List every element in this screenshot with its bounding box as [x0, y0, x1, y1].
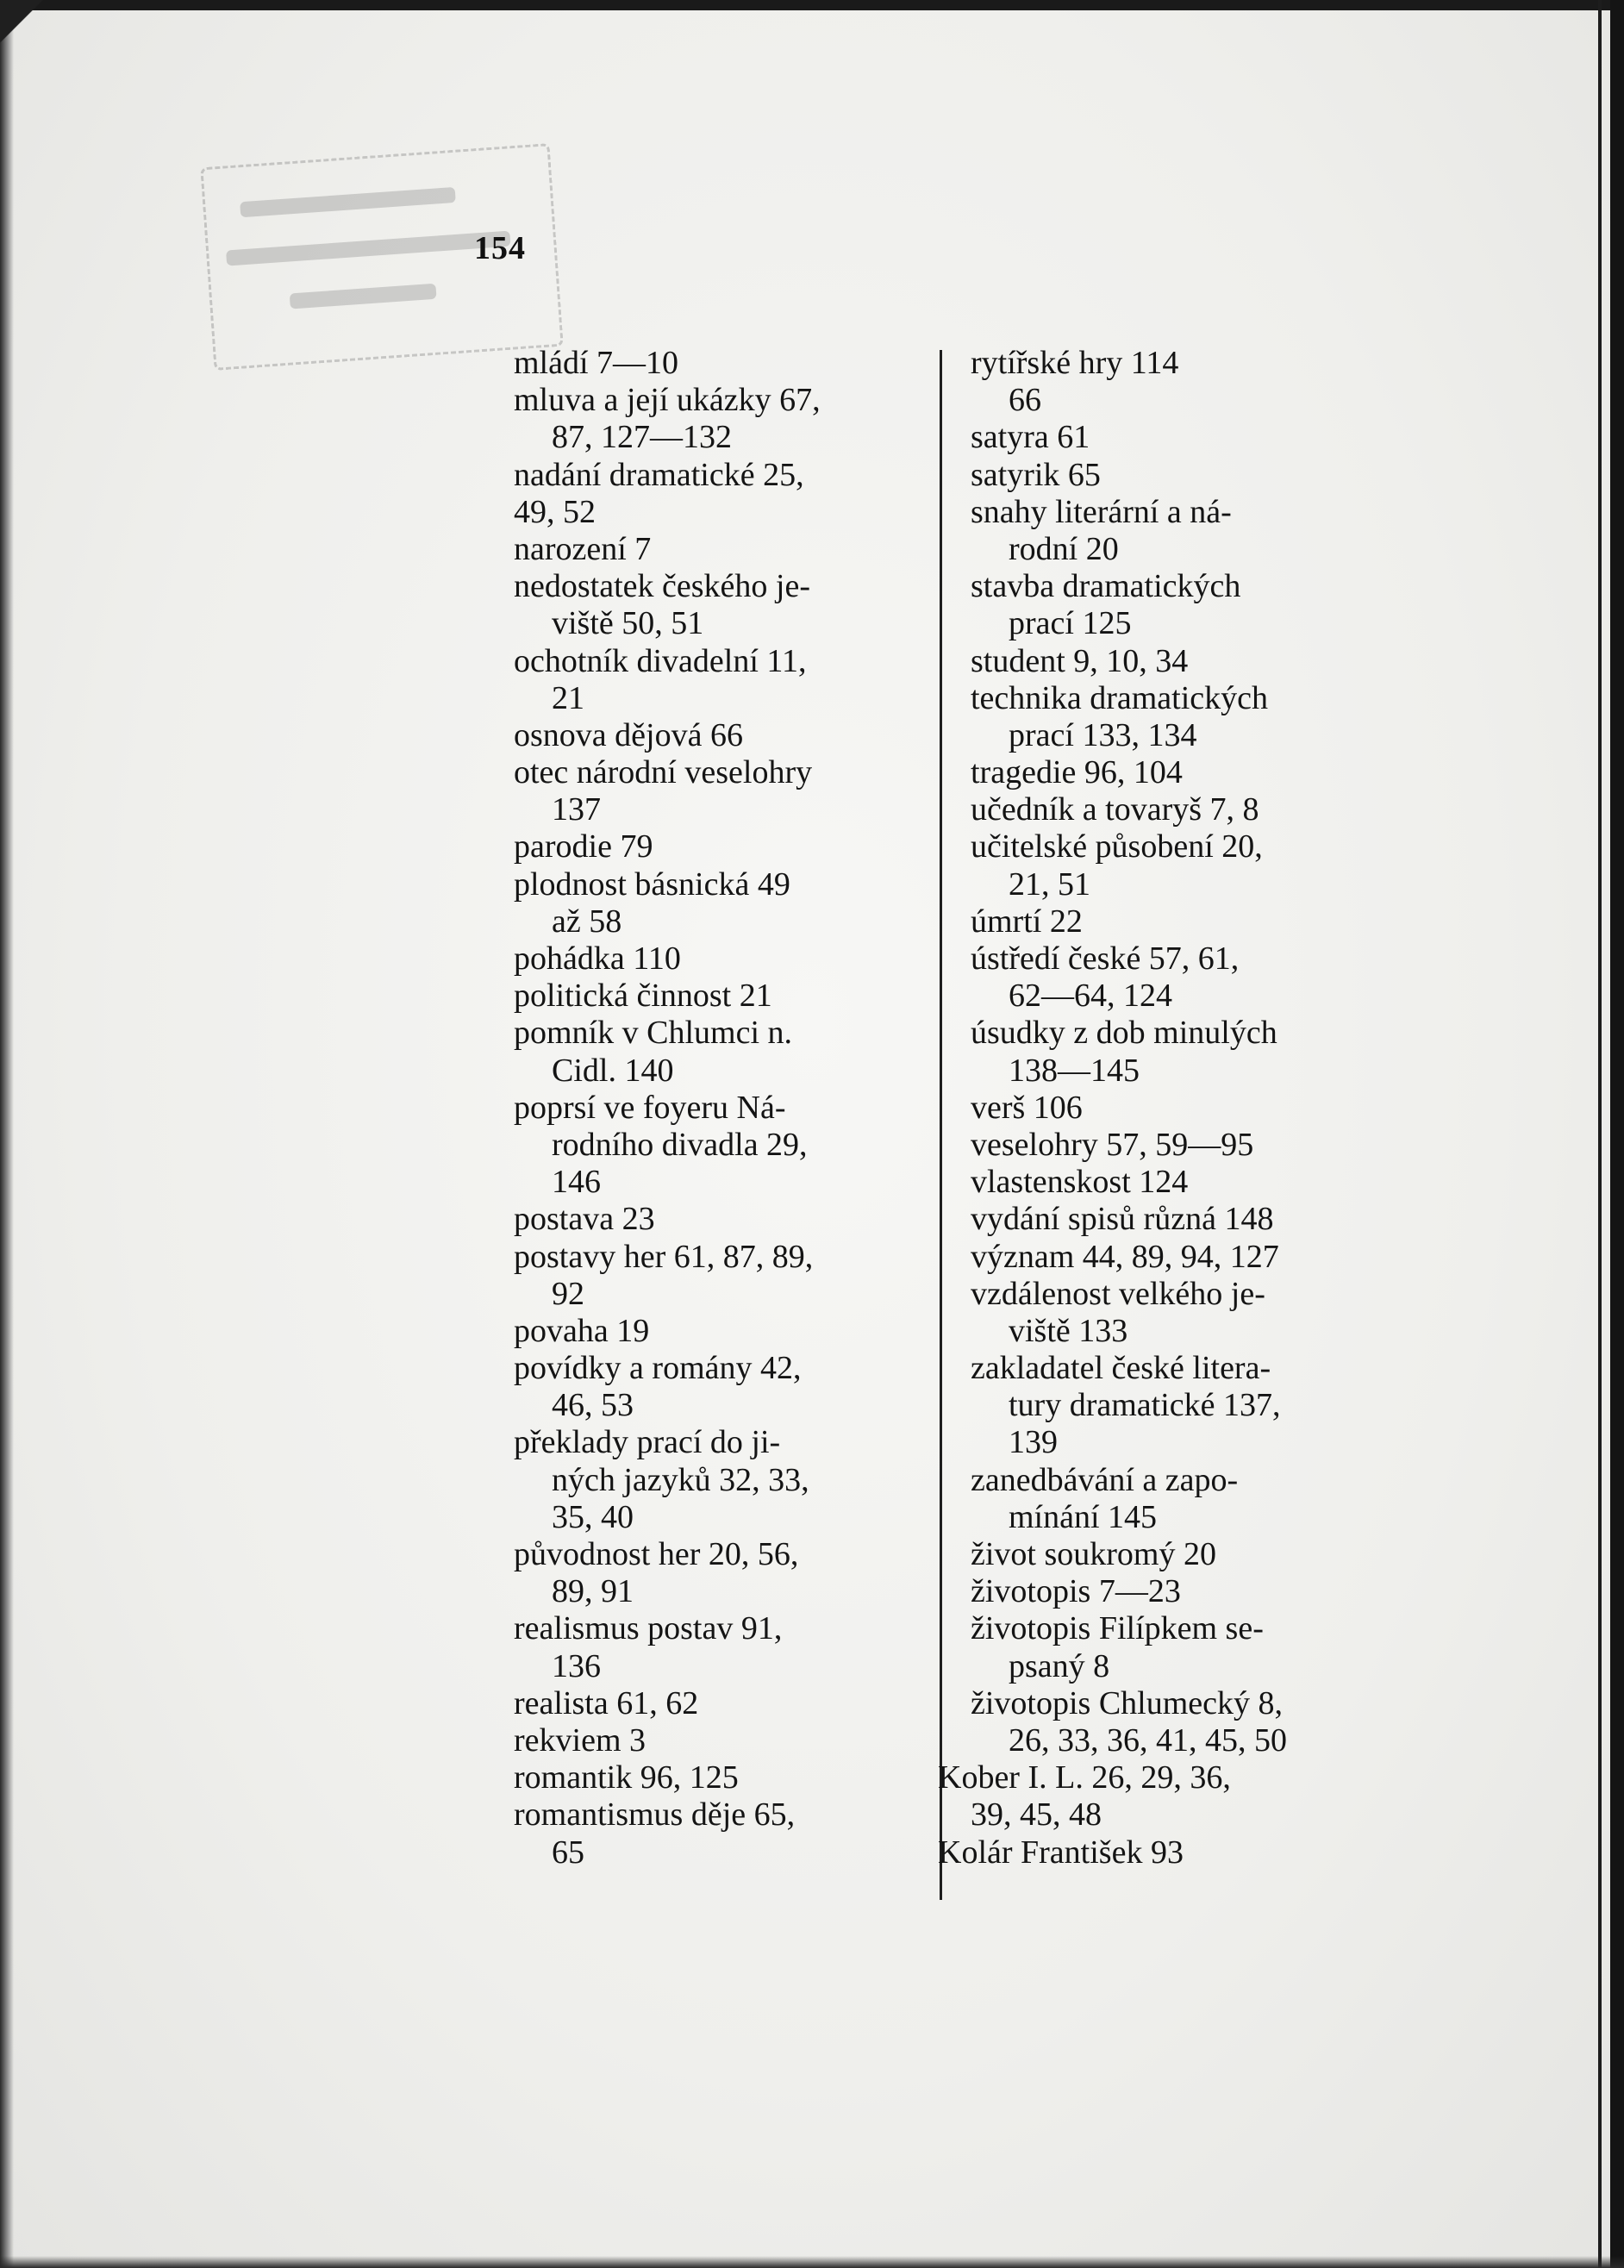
index-entry: životopis Filípkem se-	[971, 1610, 1264, 1647]
index-entry: technika dramatických	[971, 679, 1269, 716]
index-entry: úmrtí 22	[971, 903, 1083, 940]
index-entry: romantik 96, 125	[514, 1759, 739, 1796]
index-entry: původnost her 20, 56,	[514, 1536, 799, 1572]
scan-edge-left	[0, 0, 14, 2268]
index-entry: nadání dramatické 25,	[514, 456, 804, 493]
index-entry: 87, 127—132	[552, 419, 732, 456]
index-entry: parodie 79	[514, 828, 653, 865]
index-entry: pomník v Chlumci n.	[514, 1015, 792, 1052]
index-entry: mínání 145	[1009, 1498, 1158, 1535]
index-entry: 66	[1009, 382, 1041, 419]
index-entry: překlady prací do ji-	[514, 1424, 781, 1461]
index-entry: 138—145	[1009, 1052, 1140, 1089]
index-entry: 92	[552, 1275, 584, 1312]
index-entry: povaha 19	[514, 1312, 650, 1349]
index-entry: vlastenskost 124	[971, 1164, 1189, 1201]
scan-corner	[0, 0, 60, 60]
index-entry: student 9, 10, 34	[971, 642, 1189, 679]
index-entry: povídky a romány 42,	[514, 1350, 802, 1387]
index-entry: viště 50, 51	[552, 605, 704, 642]
index-entry: význam 44, 89, 94, 127	[971, 1238, 1279, 1275]
index-column-right	[938, 345, 1419, 1871]
index-entry: ústředí české 57, 61,	[971, 940, 1240, 977]
index-entry: 21, 51	[1009, 865, 1090, 903]
index-entry: realista 61, 62	[514, 1684, 699, 1721]
index-entry: tragedie 96, 104	[971, 754, 1183, 791]
index-entry: 89, 91	[552, 1573, 634, 1610]
index-entry: 39, 45, 48	[971, 1796, 1102, 1834]
index-entry: úsudky z dob minulých	[971, 1015, 1277, 1052]
index-entry: satyrik 65	[971, 456, 1101, 493]
index-entry: veselohry 57, 59—95	[971, 1126, 1254, 1163]
index-entry: učitelské působení 20,	[971, 828, 1263, 865]
index-entry: životopis Chlumecký 8,	[971, 1684, 1284, 1721]
index-entry: osnova dějová 66	[514, 716, 743, 753]
index-entry: pohádka 110	[514, 940, 681, 977]
index-entry: tury dramatické 137,	[1009, 1387, 1281, 1424]
scan-edge-right	[1610, 0, 1624, 2268]
index-entry: učedník a tovaryš 7, 8	[971, 791, 1259, 828]
index-entry: viště 133	[1009, 1312, 1128, 1349]
index-entry: rodní 20	[1009, 530, 1119, 567]
index-entry: romantismus děje 65,	[514, 1796, 796, 1834]
index-entry: 49, 52	[514, 493, 596, 530]
index-entry: životopis 7—23	[971, 1573, 1181, 1610]
index-entry: 146	[552, 1164, 601, 1201]
index-entry: 26, 33, 36, 41, 45, 50	[1009, 1721, 1287, 1759]
index-entry: psaný 8	[1009, 1647, 1110, 1684]
index-entry: poprsí ve foyeru Ná-	[514, 1089, 786, 1126]
index-entry: Kolár František 93	[938, 1834, 1184, 1871]
index-entry: Kober I. L. 26, 29, 36,	[938, 1759, 1231, 1796]
index-entry: verš 106	[971, 1089, 1083, 1126]
index-entry: 65	[552, 1834, 584, 1871]
scan-edge-bottom	[0, 2256, 1624, 2268]
index-entry: vydání spisů různá 148	[971, 1201, 1274, 1238]
index-entry: stavba dramatických	[971, 568, 1241, 605]
index-entry: mládí 7—10	[514, 345, 679, 381]
index-entry: 137	[552, 791, 601, 828]
index-entry: realismus postav 91,	[514, 1610, 783, 1647]
column-divider	[940, 350, 942, 1900]
index-entry: satyra 61	[971, 419, 1090, 456]
index-entry: rytířské hry 114	[971, 345, 1179, 381]
index-column-left	[514, 345, 919, 1871]
index-entry: rekviem 3	[514, 1721, 646, 1759]
index-entry: prací 125	[1009, 605, 1132, 642]
index-entry: rodního divadla 29,	[552, 1126, 808, 1163]
index-entry: narození 7	[514, 530, 652, 567]
index-entry: ných jazyků 32, 33,	[552, 1461, 809, 1498]
index-entry: život soukromý 20	[971, 1536, 1216, 1572]
index-entry: 46, 53	[552, 1387, 634, 1424]
index-entry: plodnost básnická 49	[514, 865, 790, 903]
index-entry: postavy her 61, 87, 89,	[514, 1238, 814, 1275]
index-entry: nedostatek českého je-	[514, 568, 810, 605]
scan-edge-top	[0, 0, 1624, 10]
index-entry: snahy literární a ná-	[971, 493, 1232, 530]
index-entry: 21	[552, 679, 584, 716]
index-entry: zakladatel české litera-	[971, 1350, 1271, 1387]
index-entry: 136	[552, 1647, 601, 1684]
index-entry: Cidl. 140	[552, 1052, 674, 1089]
index-entry: 139	[1009, 1424, 1058, 1461]
index-entry: politická činnost 21	[514, 978, 772, 1015]
index-entry: ochotník divadelní 11,	[514, 642, 807, 679]
index-entry: 62—64, 124	[1009, 978, 1172, 1015]
index-entry: prací 133, 134	[1009, 716, 1197, 753]
index-entry: 35, 40	[552, 1498, 634, 1535]
index-entry: zanedbávání a zapo-	[971, 1461, 1239, 1498]
index-entry: mluva a její ukázky 67,	[514, 382, 821, 419]
index-entry: postava 23	[514, 1201, 655, 1238]
index-entry: vzdálenost velkého je-	[971, 1275, 1265, 1312]
index-entry: až 58	[552, 903, 622, 940]
index-entry: otec národní veselohry	[514, 754, 813, 791]
scan-edge-line	[1598, 0, 1602, 2268]
page-number: 154	[474, 230, 526, 266]
